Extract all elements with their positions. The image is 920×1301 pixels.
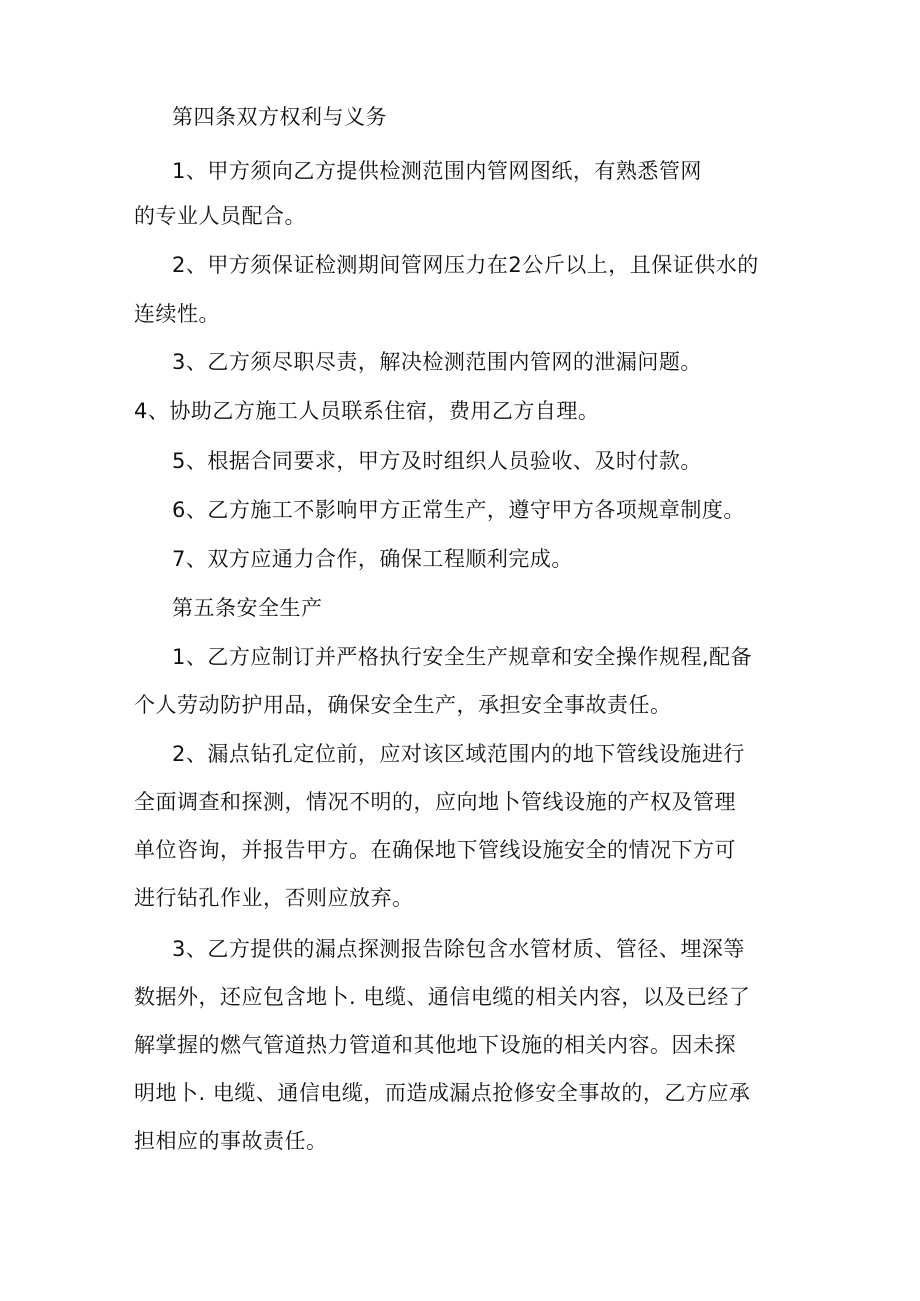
section4-item2-line2: 连续性。 <box>134 302 220 326</box>
section5-item3-line4: 明地卜. 电缆、通信电缆，而造成漏点抢修安全事故的，乙方应承 <box>134 1081 751 1105</box>
section5-item1-line1: 1、乙方应制订并严格执行安全生产规章和安全操作规程,配备 <box>172 645 753 669</box>
section5-item2-line4: 进行钻孔作业，否则应放弃。 <box>134 886 414 910</box>
section4-item6: 6、乙方施工不影响甲方正常生产，遵守甲方各项规章制度。 <box>172 498 745 522</box>
section4-item3: 3、乙方须尽职尽责，解决检测范围内管网的泄漏问题。 <box>172 350 702 374</box>
section5-item3-line2: 数据外，还应包含地卜. 电缆、通信电缆的相关内容，以及已经了 <box>134 985 751 1009</box>
section4-item2-line1: 2、甲方须保证检测期间管网压力在2公斤以上，且保证供水的 <box>172 253 759 277</box>
section5-item3-line5: 担相应的事故责任。 <box>134 1129 328 1153</box>
section5-item3-line3: 解掌握的燃气管道热力管道和其他地下设施的相关内容。因未探 <box>134 1033 736 1057</box>
section4-item7: 7、双方应通力合作，确保工程顺利完成。 <box>172 547 573 571</box>
section5-item3-line1: 3、乙方提供的漏点探测报告除包含水管材质、管径、埋深等 <box>172 937 745 961</box>
section5-heading: 第五条安全生产 <box>172 596 323 620</box>
section4-item4: 4、协助乙方施工人员联系住宿，费用乙方自理。 <box>134 399 600 423</box>
section4-item1-line1: 1、甲方须向乙方提供检测范围内管网图纸，有熟悉管网 <box>172 159 702 183</box>
section5-item2-line2: 全面调查和探测，情况不明的，应向地卜管线设施的产权及管理 <box>134 790 736 814</box>
section5-item2-line3: 单位咨询，并报告甲方。在确保地下管线设施安全的情况下方可 <box>134 838 736 862</box>
section5-item2-line1: 2、漏点钻孔定位前，应对该区域范围内的地下管线设施进行 <box>172 742 745 766</box>
section4-heading: 第四条双方权利与义务 <box>172 105 387 129</box>
section4-item5: 5、根据合同要求，甲方及时组织人员验收、及时付款。 <box>172 449 702 473</box>
section5-item1-line2: 个人劳动防护用品，确保安全生产，承担安全事故责任。 <box>134 693 672 717</box>
section4-item1-line2: 的专业人员配合。 <box>134 204 306 228</box>
